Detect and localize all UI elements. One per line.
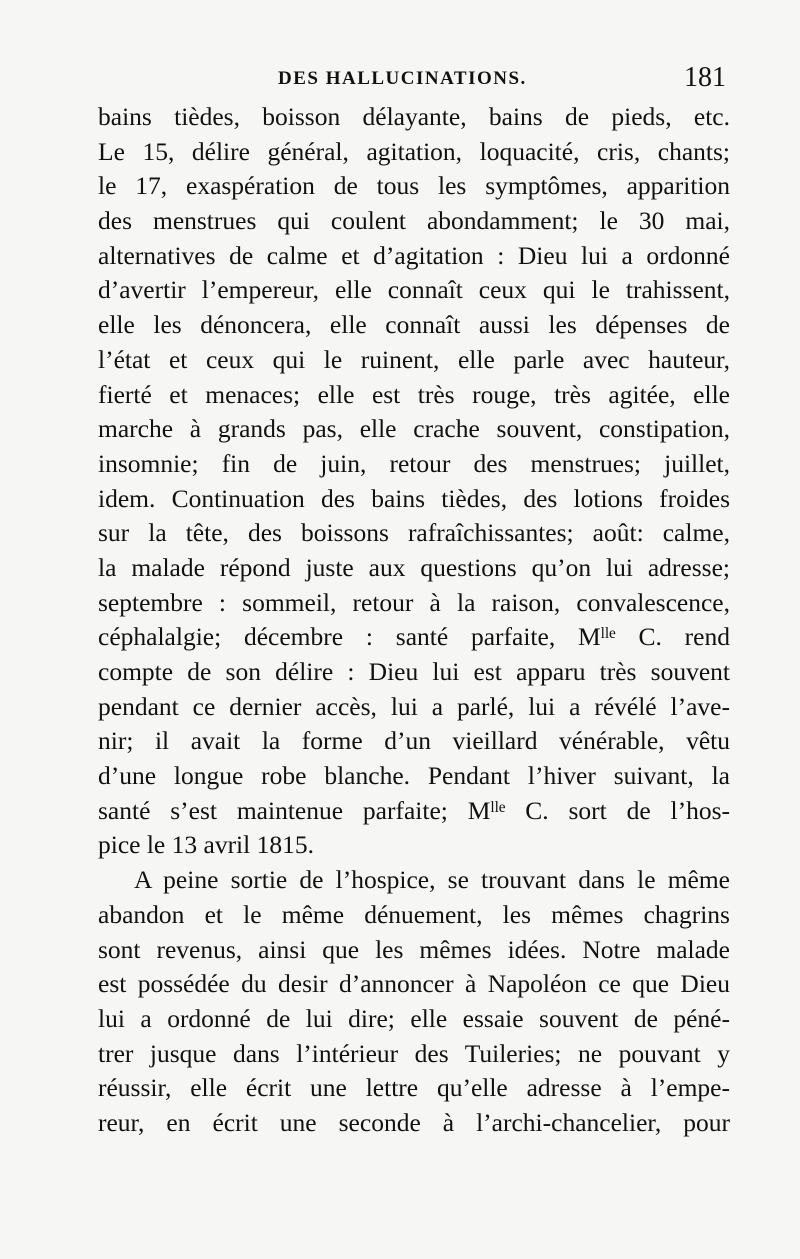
paragraph-1 xyxy=(98,100,730,863)
running-head xyxy=(100,62,730,96)
text-line: Le 15, délire général, agitation, loquacité, cris, chants; xyxy=(98,136,730,166)
text-line: idem. Continuation des bains tièdes, des lotions froides xyxy=(98,483,730,513)
text-line: trer jusque dans l’intérieur des Tuileries; ne pouvant y xyxy=(98,1038,730,1068)
text-line: d’avertir l’empereur, elle connaît ceux qui le trahissent, xyxy=(98,275,730,305)
text-line: est possédée du desir d’annoncer à Napoléon ce que Dieu xyxy=(98,969,730,999)
text-line: septembre : sommeil, retour à la raison, convalescence, xyxy=(98,587,730,617)
text-line: céphalalgie; décembre : santé parfaite, Mˡˡᵉ C. rend xyxy=(98,622,730,652)
text-line: la malade répond juste aux questions qu’on lui adresse; xyxy=(98,552,730,582)
text-line: A peine sortie de l’hospice, se trouvant dans le même xyxy=(134,865,730,895)
text-line: pendant ce dernier accès, lui a parlé, lui a révélé l’ave- xyxy=(98,691,730,721)
text-line: compte de son délire : Dieu lui est apparu très souvent xyxy=(98,657,730,686)
body-text xyxy=(98,100,730,1141)
text-line: des menstrues qui coulent abondamment; le 30 mai, xyxy=(98,206,730,236)
text-line: elle les dénoncera, elle connaît aussi les dépenses de xyxy=(98,310,730,340)
text-line: l’état et ceux qui le ruinent, elle parle avec hauteur, xyxy=(98,344,730,374)
running-title: DES HALLUCINATIONS. xyxy=(278,68,527,89)
text-line: le 17, exaspération de tous les symptômes, apparition xyxy=(98,171,730,201)
text-line: nir; il avait la forme d’un vieillard vénérable, vêtu xyxy=(98,726,730,756)
page-number: 181 xyxy=(684,62,726,93)
text-line: insomnie; fin de juin, retour des menstrues; juillet, xyxy=(98,448,730,478)
text-line: sur la tête, des boissons rafraîchissantes; août: calme, xyxy=(98,518,730,548)
text-line: abandon et le même dénuement, les mêmes chagrins xyxy=(98,899,730,929)
text-line: pice le 13 avril 1815. xyxy=(98,830,314,860)
text-line: bains tièdes, boisson délayante, bains de pieds, etc. xyxy=(98,102,730,131)
paragraph-2 xyxy=(98,863,730,1141)
text-line: d’une longue robe blanche. Pendant l’hiver suivant, la xyxy=(98,761,730,791)
text-line: reur, en écrit une seconde à l’archi-chancelier, pour xyxy=(98,1107,730,1137)
text-line: lui a ordonné de lui dire; elle essaie souvent de péné- xyxy=(98,1003,730,1033)
text-line: réussir, elle écrit une lettre qu’elle adresse à l’empe- xyxy=(98,1073,730,1103)
text-line: sont revenus, ainsi que les mêmes idées. Notre malade xyxy=(98,934,730,964)
text-line: santé s’est maintenue parfaite; Mˡˡᵉ C. sort de l’hos- xyxy=(98,795,730,825)
text-line: fierté et menaces; elle est très rouge, très agitée, elle xyxy=(98,379,730,409)
text-line: marche à grands pas, elle crache souvent, constipation, xyxy=(98,414,730,444)
text-line: alternatives de calme et d’agitation : Dieu lui a ordonné xyxy=(98,240,730,270)
